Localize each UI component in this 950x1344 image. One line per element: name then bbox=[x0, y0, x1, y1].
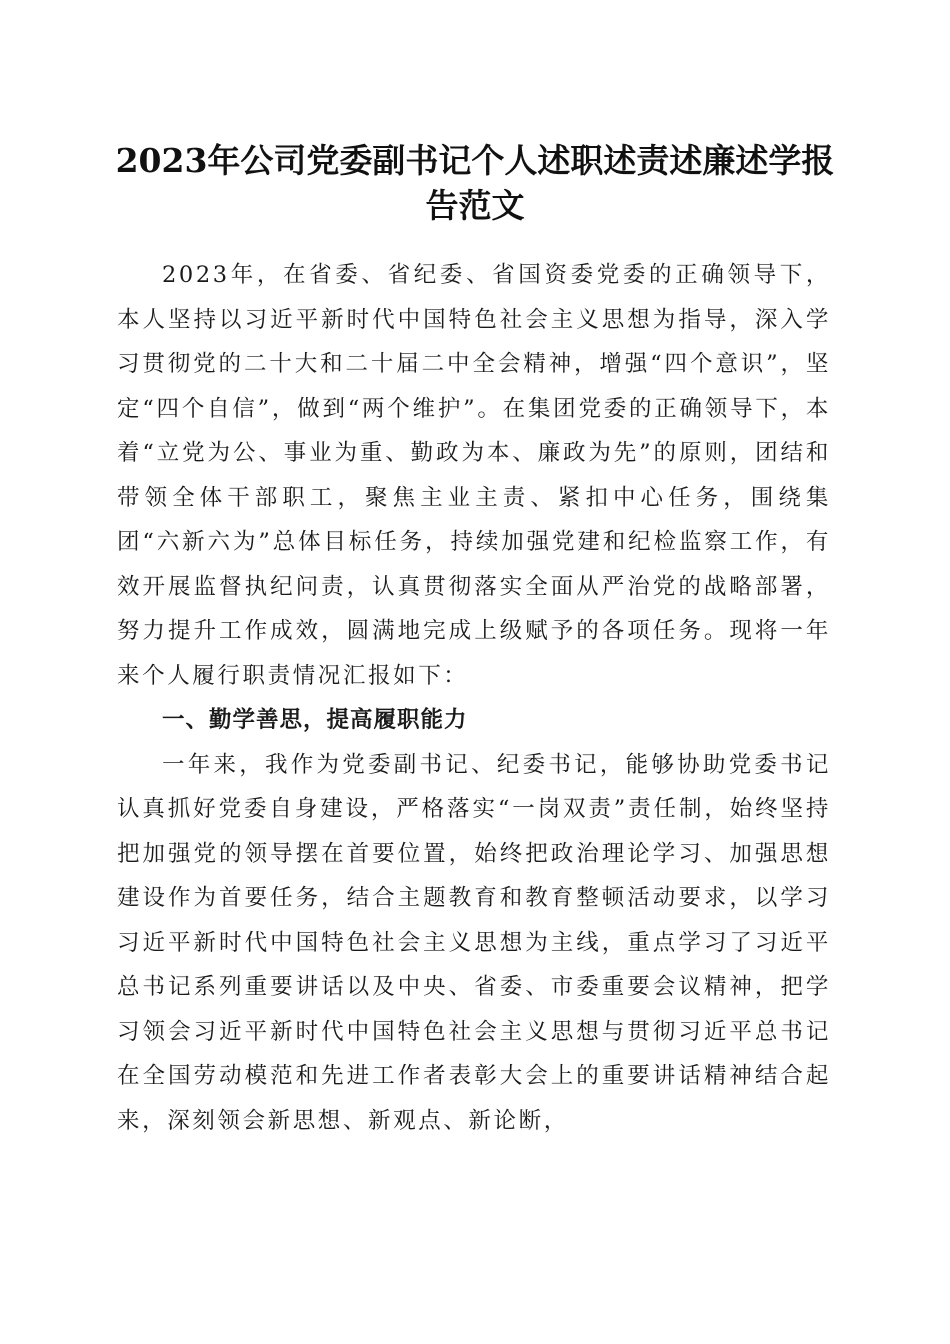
document-title: 2023年公司党委副书记个人述职述责述廉述学报告范文 bbox=[115, 141, 835, 225]
section-paragraph: 一年来，我作为党委副书记、纪委书记，能够协助党委书记认真抓好党委自身建设，严格落实“一岗双责”责任制，始终坚持把加强党的领导摆在首要位置，始终把政治理论学习、加强思想建设作为首要任务，结合主题教育和教育整顿活动要求，以学习习近平新时代中国特色社会主义思想为主线，重点学习了习近平总书记系列重要讲话以及中央、省委、市委重要会议精神，把学习领会习近平新时代中国特色社会主义思想与贯彻习近平总书记在全国劳动模范和先进工作者表彰大会上的重要讲话精神结合起来，深刻领会新思想、新观点、新论断， bbox=[117, 751, 831, 1134]
intro-paragraph: 2023年，在省委、省纪委、省国资委党委的正确领导下，本人坚持以习近平新时代中国特色社会主义思想为指导，深入学习贯彻党的二十大和二十届二中全会精神，增强“四个意识”，坚定“四个自信”，做到“两个维护”。在集团党委的正确领导下，本着“立党为公、事业为重、勤政为本、廉政为先”的原则，团结和带领全体干部职工，聚焦主业主责、紧扣中心任务，围绕集团“六新六为”总体目标任务，持续加强党建和纪检监察工作，有效开展监督执纪问责，认真贯彻落实全面从严治党的战略部署，努力提升工作成效，圆满地完成上级赋予的各项任务。现将一年来个人履行职责情况汇报如下： bbox=[117, 262, 831, 689]
section-heading: 一、勤学善思，提高履职能力 bbox=[162, 707, 468, 733]
document-body bbox=[117, 253, 831, 1143]
